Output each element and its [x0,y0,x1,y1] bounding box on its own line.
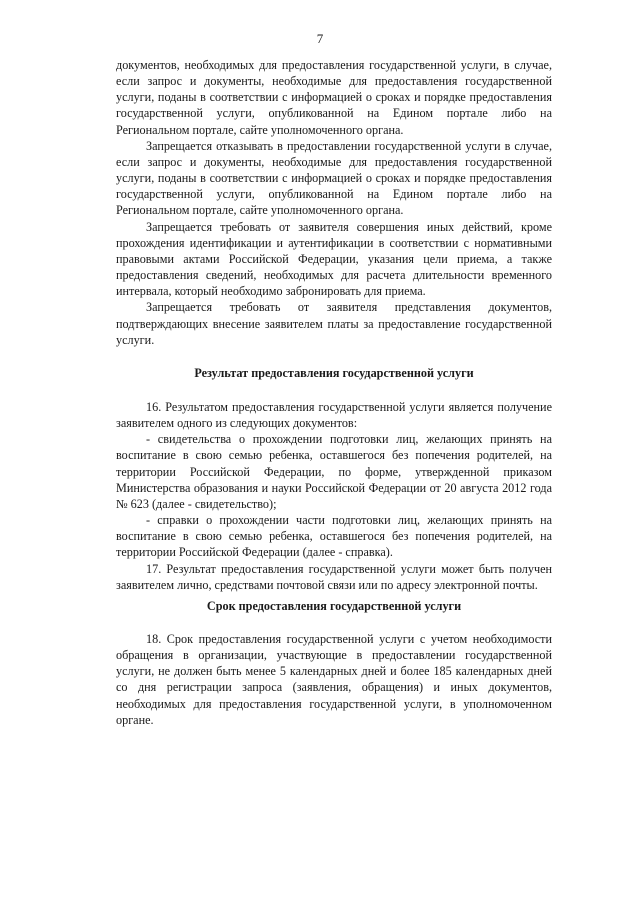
section-heading-term: Срок предоставления государственной услуги [206,598,462,613]
paragraph-18: 18. Срок предоставления государственной услуги с учетом необходимости обращения в организации, участвующие в предоставлении государственной услуги, не должен быть менее 5 календарных дней и более 185 календарных дней со дня регистрации запроса (заявления, обращения) и иных документов, необходимых для предоставления государственной услуги, в уполномоченном органе. [116,632,552,727]
section-heading-result: Результат предоставления государственной услуги [194,365,474,380]
paragraph-16: 16. Результатом предоставления государственной услуги является получение заявителем одного из следующих документов: [116,399,552,431]
page-number: 7 [316,31,324,46]
paragraph-17: 17. Результат предоставления государственной услуги может быть получен заявителем лично, средствами почтовой связи или по адресу электронной почты. [116,561,552,592]
document-body [116,57,552,728]
paragraph-actions-prohibition: Запрещается требовать от заявителя совершения иных действий, кроме прохождения идентификации и аутентификации в соответствии с нормативными правовыми актами Российской Федерации, указания цели приема, а также предоставления сведений, необходимых для расчета длительности временного интервала, который необходимо забронировать для приема. [116,219,552,299]
paragraph-continuation: документов, необходимых для предоставления государственной услуги, в случае, если запрос и документы, необходимые для предоставления государственной услуги, поданы в соответствии с информацией о сроках и порядке предоставления государственной услуги, опубликованной на Едином портале либо на Региональном портале, сайте уполномоченного органа. [116,58,552,137]
paragraph-refusal-prohibition: Запрещается отказывать в предоставлении государственной услуги в случае, если запрос и документы, необходимые для предоставления государственной услуги, поданы в соответствии с информацией о сроках и порядке предоставления государственной услуги, опубликованной на Едином портале либо на Региональном портале, сайте уполномоченного органа. [116,138,552,218]
list-item-certificate: - свидетельства о прохождении подготовки лиц, желающих принять на воспитание в свою семью ребенка, оставшегося без попечения родителей, на территории Российской Федерации, по форме, утвержденной приказом Министерства образования и науки Российской Федерации от 20 августа 2012 года № 623 (далее - свидетельство); [116,432,552,511]
list-item-reference: - справки о прохождении части подготовки лиц, желающих принять на воспитание в свою семью ребенка, оставшегося без попечения родителей, на территории Российской Федерации (далее - справка). [116,513,552,560]
paragraph-documents-prohibition: Запрещается требовать от заявителя представления документов, подтверждающих внесение заявителем платы за предоставление государственной услуги. [116,300,552,347]
